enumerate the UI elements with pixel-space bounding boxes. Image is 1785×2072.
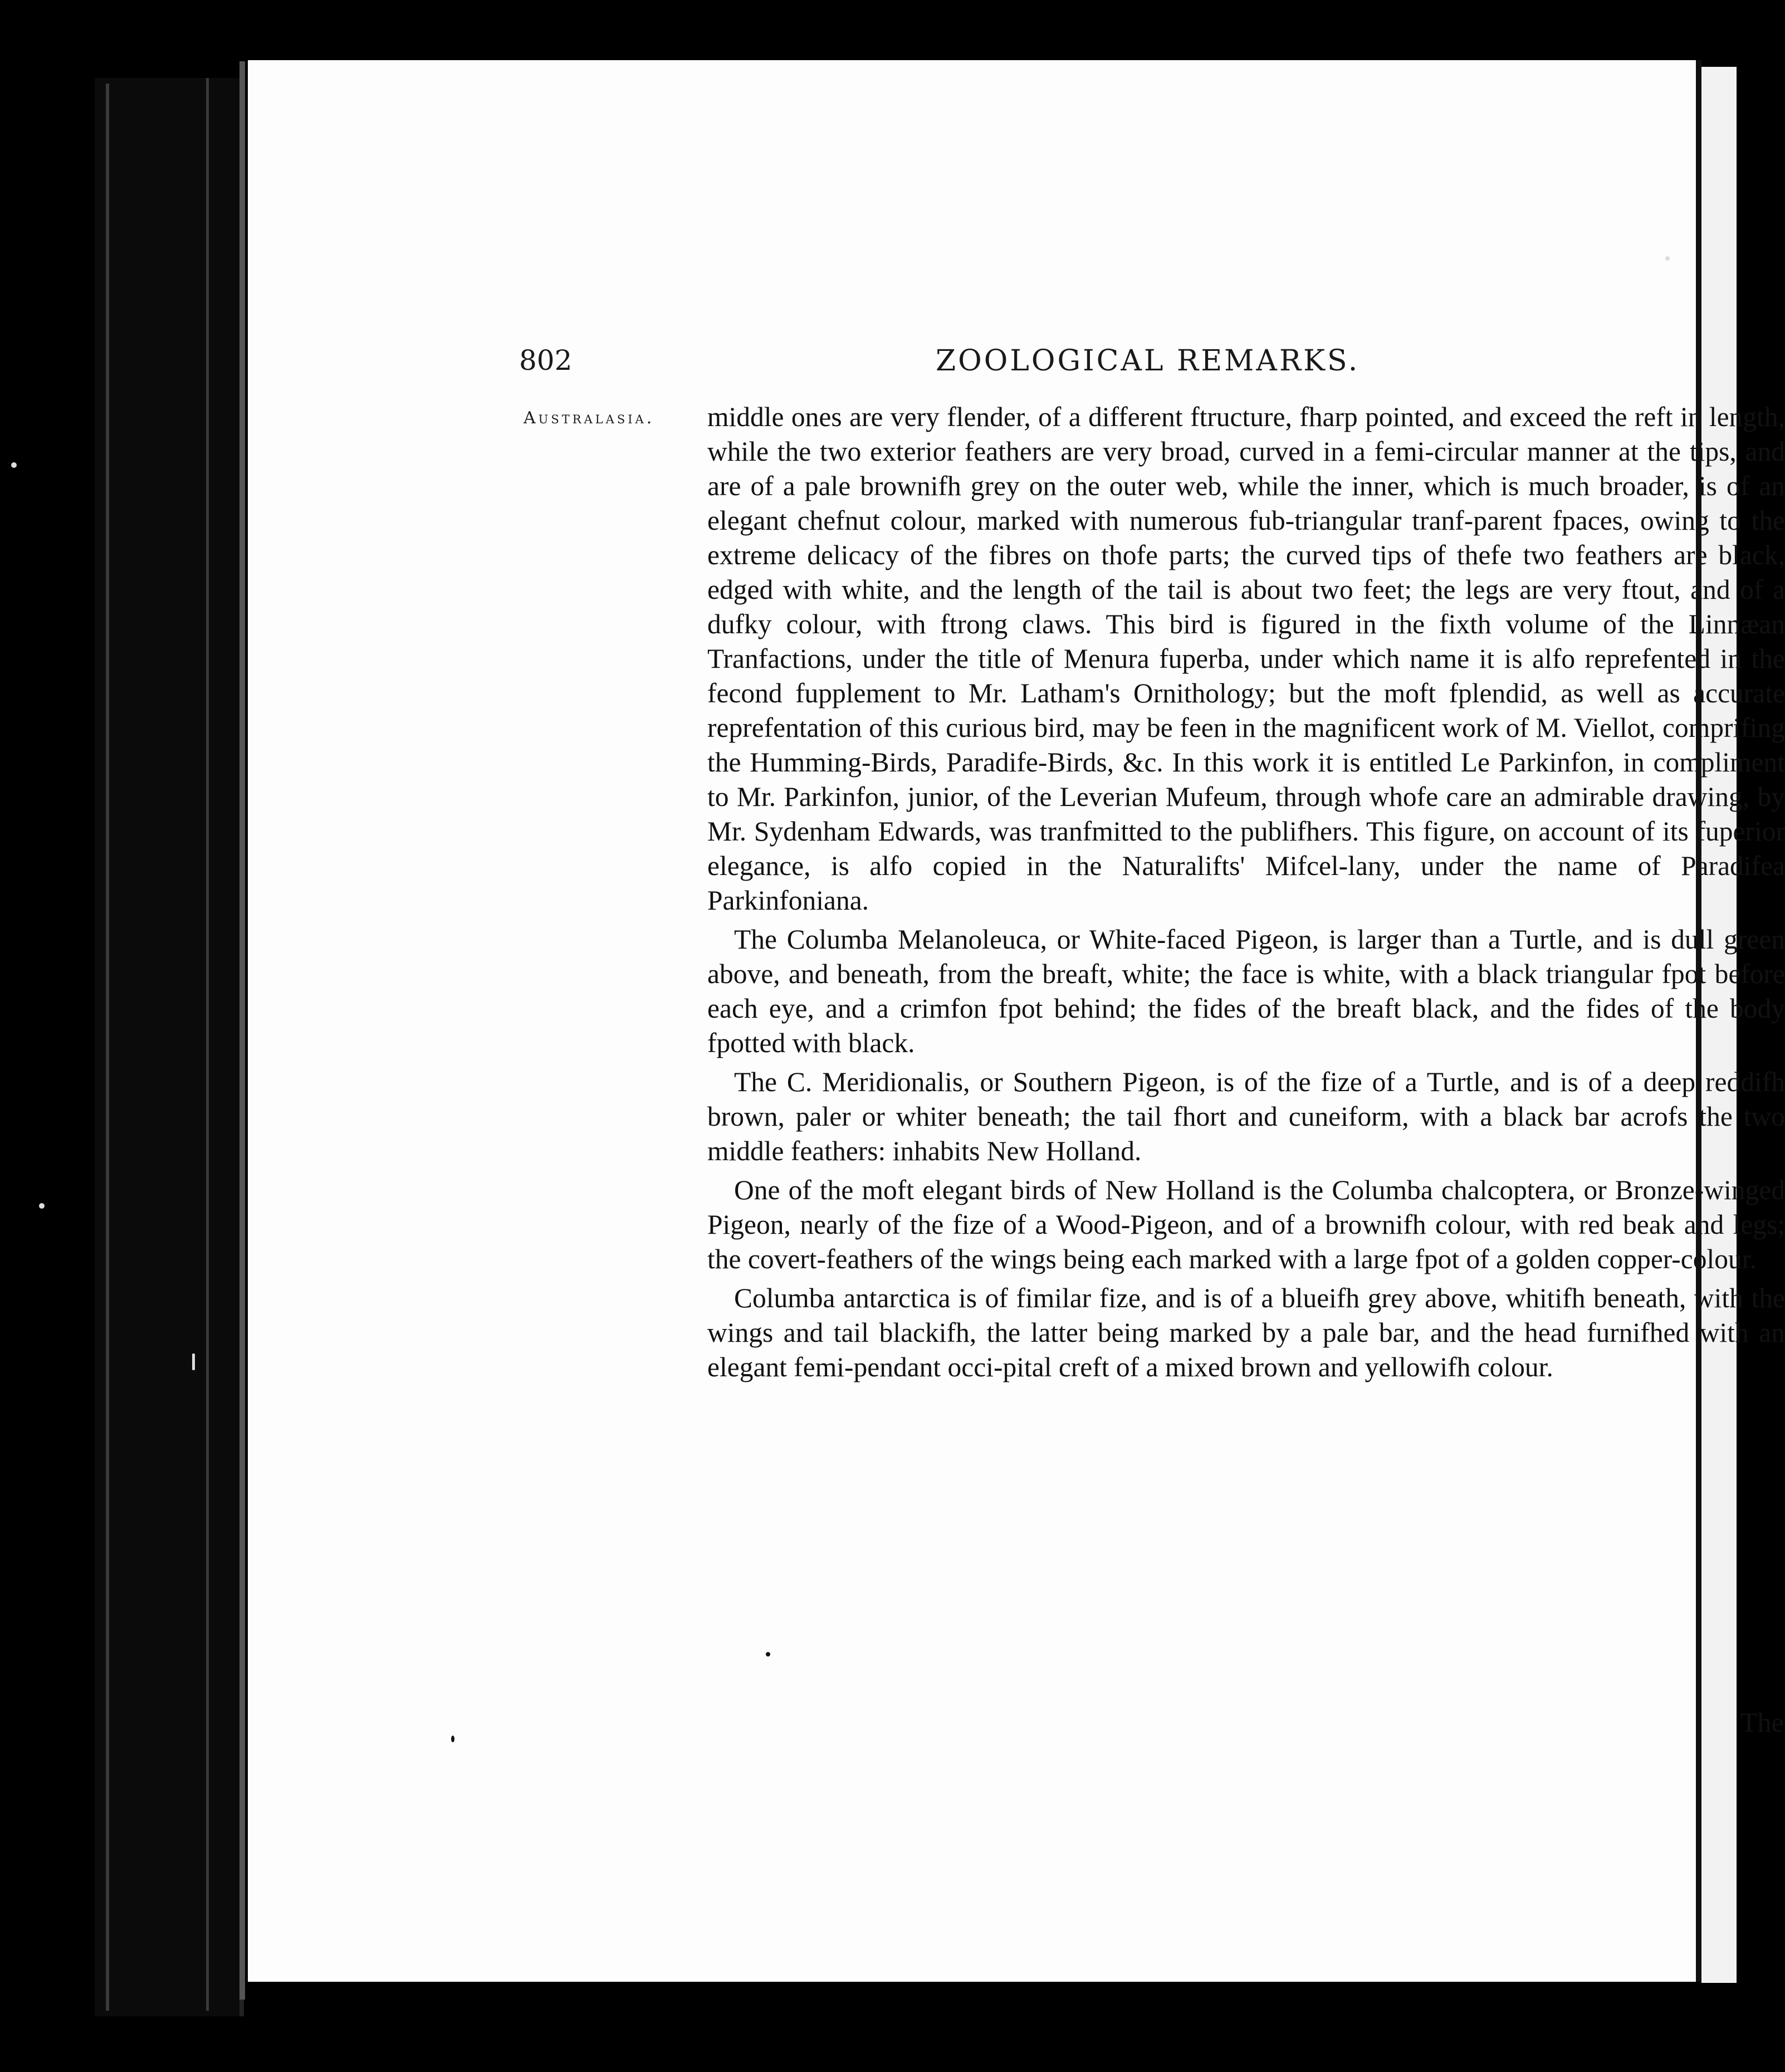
paragraph-4: One of the moft elegant birds of New Holland is the Columba chalcoptera, or Bronze-winged Pigeon, nearly of the fize of a Wood-Pigeon, and of a brownifh colour, with red beak and legs; the covert-feathers of the wings being each marked with a large fpot of a golden copper-colour. [707,1175,1785,1274]
book-edge-line [206,78,209,2011]
ink-speck [451,1736,454,1742]
book-edge-line [239,61,245,2000]
running-title: ZOOLOGICAL REMARKS. [936,344,1360,378]
book-page [248,60,1785,1982]
paragraph-2: The Columba Melanoleuca, or White-faced Pigeon, is larger than a Turtle, and is dull green above, and beneath, from the breaft, white; the face is white, with a black triangular fpot before each eye, and a crimfon fpot behind; the fides of the breaft black, and the fides of the body fpotted with black. [707,924,1785,1058]
dust-speck [39,1203,45,1209]
book-edge [95,78,244,2016]
paragraph-1: middle ones are very flender, of a different ftructure, fharp pointed, and exceed the reft in length, while the two exterior feathers are very broad, curved in a femi-circular manner at the tips, and are of a pale brownifh grey on the outer web, while the inner, which is much broader, is of an elegant chefnut colour, marked with numerous fub-triangular tranf-parent fpaces, owing to the extreme delicacy of the fibres on thofe parts; the curved tips of thefe two feathers are black, edged with white, and the length of the tail is about two feet; the legs are very ftout, and of a dufky colour, with ftrong claws. This bird is figured in the fixth volume of the Linnæan Tranfactions, under the title of Menura fuperba, under which name it is alfo reprefented in the fecond fupplement to Mr. Latham's Ornithology; but the moft fplendid, as well as accurate reprefentation of this curious bird, may be feen in the magnificent work of M. Viellot, comprifing the Humming-Birds, Paradife-Birds, &c. In this work it is entitled Le Parkinfon, in compliment to Mr. Parkinfon, junior, of the Leverian Mufeum, through whofe care an admirable drawing, by Mr. Sydenham Edwards, was tranfmitted to the publifhers. This figure, on account of its fuperior elegance, is alfo copied in the Naturalifts' Mifcel-lany, under the name of Paradifea Parkinfoniana. [707,402,1785,916]
dust-speck [192,1353,195,1370]
paragraph-3: The C. Meridionalis, or Southern Pigeon, is of the fize of a Turtle, and is of a deep reddifh brown, paler or whiter beneath; the tail fhort and cuneiform, with a black bar acrofs the two middle feathers: inhabits New Holland. [707,1067,1785,1166]
catchword: The [1740,1707,1784,1738]
dust-speck [1665,256,1670,261]
marginal-note: Australasia. [524,408,655,428]
book-edge-line [106,84,109,2011]
ink-speck [766,1652,770,1656]
dust-speck [11,462,17,468]
page-number: 802 [519,344,573,377]
body-text [707,400,1785,1385]
page-header [248,344,1696,389]
paragraph-5: Columba antarctica is of fimilar fize, and is of a blueifh grey above, whitifh beneath, with the wings and tail blackifh, the latter being marked by a pale bar, and the head furnifhed with an elegant femi-pendant occi-pital creft of a mixed brown and yellowifh colour. [707,1283,1785,1382]
